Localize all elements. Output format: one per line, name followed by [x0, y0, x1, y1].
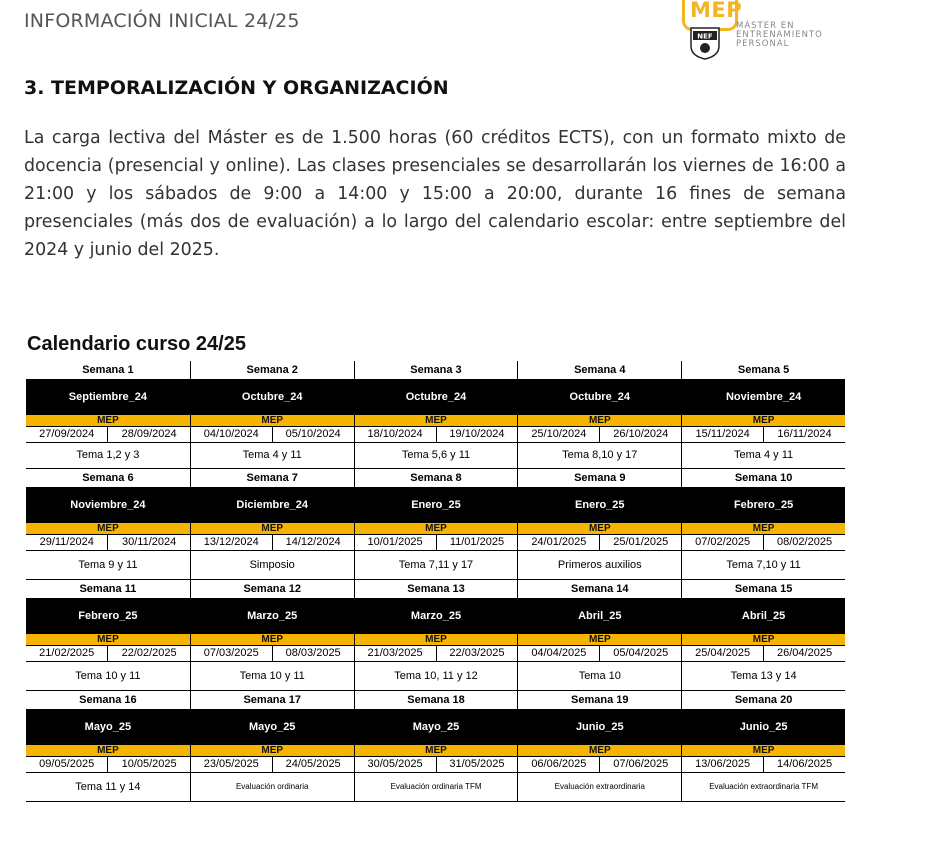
calendar-week-cell — [681, 580, 845, 691]
calendar-week-cell — [26, 469, 190, 580]
mep-label: MEP — [518, 745, 681, 756]
friday-date: 13/06/2025 — [682, 757, 764, 772]
week-label: Semana 12 — [191, 580, 354, 598]
friday-date: 15/11/2024 — [682, 427, 764, 442]
week-label: Semana 3 — [355, 361, 518, 379]
calendar-title: Calendario curso 24/25 — [27, 333, 246, 355]
week-month: Marzo_25 — [191, 598, 354, 634]
week-dates — [682, 756, 845, 773]
friday-date: 25/10/2024 — [518, 427, 600, 442]
logo-subtitle — [736, 22, 836, 49]
week-month: Septiembre_24 — [26, 379, 190, 415]
week-month: Abril_25 — [682, 598, 845, 634]
week-label: Semana 8 — [355, 469, 518, 487]
week-label: Semana 17 — [191, 691, 354, 709]
week-topic: Tema 5,6 y 11 — [355, 443, 518, 469]
week-month: Octubre_24 — [191, 379, 354, 415]
calendar-week-cell — [517, 691, 681, 802]
week-dates — [355, 756, 518, 773]
week-label: Semana 11 — [26, 580, 190, 598]
week-dates — [355, 426, 518, 443]
calendar-week-cell — [681, 691, 845, 802]
week-month: Febrero_25 — [682, 487, 845, 523]
week-dates — [518, 756, 681, 773]
week-topic: Tema 7,11 y 17 — [355, 551, 518, 580]
saturday-date: 05/10/2024 — [285, 428, 341, 440]
week-dates — [355, 534, 518, 551]
week-topic: Tema 1,2 y 3 — [26, 443, 190, 469]
saturday-date: 07/06/2025 — [613, 758, 669, 770]
friday-date: 25/04/2025 — [682, 646, 764, 661]
section-title: 3. TEMPORALIZACIÓN Y ORGANIZACIÓN — [24, 77, 449, 99]
friday-date: 23/05/2025 — [191, 757, 273, 772]
mep-logo — [676, 0, 836, 64]
saturday-date: 31/05/2025 — [449, 758, 505, 770]
calendar-week-cell — [354, 580, 518, 691]
saturday-date: 05/04/2025 — [613, 647, 669, 659]
week-topic: Simposio — [191, 551, 354, 580]
calendar-week-cell — [517, 580, 681, 691]
week-dates — [191, 645, 354, 662]
week-topic: Primeros auxilios — [518, 551, 681, 580]
week-label: Semana 15 — [682, 580, 845, 598]
mep-label: MEP — [355, 634, 518, 645]
week-topic: Tema 9 y 11 — [26, 551, 190, 580]
week-month: Octubre_24 — [355, 379, 518, 415]
week-topic: Tema 10 y 11 — [191, 662, 354, 691]
calendar-week-cell — [26, 580, 190, 691]
week-month: Octubre_24 — [518, 379, 681, 415]
calendar-week-cell — [190, 361, 354, 469]
saturday-date: 14/12/2024 — [285, 536, 341, 548]
friday-date: 24/01/2025 — [518, 535, 600, 550]
mep-label: MEP — [191, 415, 354, 426]
week-topic: Evaluación extraordinaria — [518, 773, 681, 802]
week-dates — [26, 645, 190, 662]
week-topic: Tema 4 y 11 — [682, 443, 845, 469]
saturday-date: 24/05/2025 — [285, 758, 341, 770]
logo-subtitle-line: PERSONAL — [736, 39, 790, 49]
friday-date: 29/11/2024 — [26, 535, 108, 550]
friday-date: 09/05/2025 — [26, 757, 108, 772]
logo-wordmark: MEP — [690, 0, 743, 22]
mep-label: MEP — [682, 634, 845, 645]
calendar-week-cell — [681, 469, 845, 580]
saturday-date: 22/02/2025 — [121, 647, 177, 659]
week-dates — [26, 756, 190, 773]
week-month: Noviembre_24 — [682, 379, 845, 415]
saturday-date: 30/11/2024 — [121, 536, 177, 548]
saturday-date: 19/10/2024 — [449, 428, 505, 440]
week-month: Enero_25 — [355, 487, 518, 523]
logo-subtitle-line: MÁSTER EN — [736, 21, 795, 31]
week-topic: Tema 10 y 11 — [26, 662, 190, 691]
week-topic: Evaluación ordinaria TFM — [355, 773, 518, 802]
week-dates — [682, 534, 845, 551]
week-label: Semana 1 — [26, 361, 190, 379]
week-dates — [191, 756, 354, 773]
week-dates — [682, 645, 845, 662]
week-topic: Tema 10 — [518, 662, 681, 691]
week-label: Semana 14 — [518, 580, 681, 598]
mep-label: MEP — [518, 523, 681, 534]
week-dates — [682, 426, 845, 443]
saturday-date: 26/04/2025 — [777, 647, 833, 659]
svg-text:NEF: NEF — [697, 32, 713, 41]
saturday-date: 22/03/2025 — [449, 647, 505, 659]
mep-label: MEP — [355, 523, 518, 534]
saturday-date: 11/01/2025 — [449, 536, 505, 548]
week-dates — [26, 426, 190, 443]
week-month: Marzo_25 — [355, 598, 518, 634]
calendar-week-cell — [517, 361, 681, 469]
calendar-week-cell — [190, 469, 354, 580]
document-header-title: INFORMACIÓN INICIAL 24/25 — [24, 10, 300, 32]
friday-date: 13/12/2024 — [191, 535, 273, 550]
mep-label: MEP — [26, 634, 190, 645]
friday-date: 30/05/2025 — [355, 757, 437, 772]
mep-label: MEP — [682, 523, 845, 534]
friday-date: 21/02/2025 — [26, 646, 108, 661]
calendar-week-cell — [681, 361, 845, 469]
friday-date: 21/03/2025 — [355, 646, 437, 661]
week-label: Semana 16 — [26, 691, 190, 709]
week-dates — [518, 645, 681, 662]
calendar-week-cell — [354, 469, 518, 580]
mep-label: MEP — [518, 415, 681, 426]
week-dates — [191, 426, 354, 443]
week-month: Mayo_25 — [191, 709, 354, 745]
mep-label: MEP — [191, 523, 354, 534]
week-label: Semana 20 — [682, 691, 845, 709]
week-dates — [355, 645, 518, 662]
mep-label: MEP — [26, 745, 190, 756]
mep-label: MEP — [26, 415, 190, 426]
week-dates — [191, 534, 354, 551]
calendar-grid — [26, 361, 845, 802]
week-dates — [518, 426, 681, 443]
week-topic: Evaluación extraordinaria TFM — [682, 773, 845, 802]
calendar-week-cell — [354, 691, 518, 802]
week-label: Semana 10 — [682, 469, 845, 487]
week-label: Semana 6 — [26, 469, 190, 487]
week-topic: Tema 8,10 y 17 — [518, 443, 681, 469]
mep-label: MEP — [518, 634, 681, 645]
calendar-week-cell — [517, 469, 681, 580]
week-topic: Tema 13 y 14 — [682, 662, 845, 691]
calendar-week-cell — [190, 580, 354, 691]
friday-date: 27/09/2024 — [26, 427, 108, 442]
week-month: Diciembre_24 — [191, 487, 354, 523]
week-label: Semana 4 — [518, 361, 681, 379]
week-topic: Evaluación ordinaria — [191, 773, 354, 802]
week-month: Junio_25 — [682, 709, 845, 745]
week-month: Febrero_25 — [26, 598, 190, 634]
friday-date: 07/03/2025 — [191, 646, 273, 661]
week-label: Semana 5 — [682, 361, 845, 379]
saturday-date: 25/01/2025 — [613, 536, 669, 548]
week-label: Semana 2 — [191, 361, 354, 379]
week-label: Semana 13 — [355, 580, 518, 598]
saturday-date: 28/09/2024 — [121, 428, 177, 440]
mep-label: MEP — [682, 745, 845, 756]
week-topic: Tema 4 y 11 — [191, 443, 354, 469]
calendar-week-cell — [26, 691, 190, 802]
week-month: Abril_25 — [518, 598, 681, 634]
week-dates — [518, 534, 681, 551]
week-month: Mayo_25 — [26, 709, 190, 745]
saturday-date: 16/11/2024 — [777, 428, 832, 440]
week-month: Junio_25 — [518, 709, 681, 745]
saturday-date: 10/05/2025 — [121, 758, 177, 770]
mep-label: MEP — [191, 634, 354, 645]
intro-paragraph: La carga lectiva del Máster es de 1.500 horas (60 créditos ECTS), con un formato mixto de docencia (presencial y online). Las clases presenciales se desarrollarán los viernes de 16:00 a 21:00 y los sábados de 9:00 a 14:00 y 15:00 a 20:00, durante 16 fines de semana presenciales (más dos de evaluación) a lo largo del calendario escolar: entre septiembre del 2024 y junio del 2025. — [24, 128, 846, 260]
friday-date: 10/01/2025 — [355, 535, 437, 550]
week-month: Enero_25 — [518, 487, 681, 523]
friday-date: 07/02/2025 — [682, 535, 764, 550]
mep-label: MEP — [355, 745, 518, 756]
saturday-date: 26/10/2024 — [613, 428, 669, 440]
week-label: Semana 9 — [518, 469, 681, 487]
week-label: Semana 7 — [191, 469, 354, 487]
friday-date: 18/10/2024 — [355, 427, 437, 442]
mep-label: MEP — [26, 523, 190, 534]
friday-date: 06/06/2025 — [518, 757, 600, 772]
shield-icon — [688, 26, 722, 60]
week-dates — [26, 534, 190, 551]
week-topic: Tema 11 y 14 — [26, 773, 190, 802]
week-topic: Tema 10, 11 y 12 — [355, 662, 518, 691]
week-topic: Tema 7,10 y 11 — [682, 551, 845, 580]
calendar-week-cell — [190, 691, 354, 802]
mep-label: MEP — [355, 415, 518, 426]
week-month: Noviembre_24 — [26, 487, 190, 523]
week-label: Semana 18 — [355, 691, 518, 709]
calendar-week-cell — [26, 361, 190, 469]
saturday-date: 14/06/2025 — [777, 758, 833, 770]
logo-subtitle-line: ENTRENAMIENTO — [736, 30, 823, 40]
saturday-date: 08/03/2025 — [285, 647, 341, 659]
mep-label: MEP — [191, 745, 354, 756]
calendar-week-cell — [354, 361, 518, 469]
mep-label: MEP — [682, 415, 845, 426]
week-month: Mayo_25 — [355, 709, 518, 745]
friday-date: 04/04/2025 — [518, 646, 600, 661]
saturday-date: 08/02/2025 — [777, 536, 833, 548]
friday-date: 04/10/2024 — [191, 427, 273, 442]
week-label: Semana 19 — [518, 691, 681, 709]
